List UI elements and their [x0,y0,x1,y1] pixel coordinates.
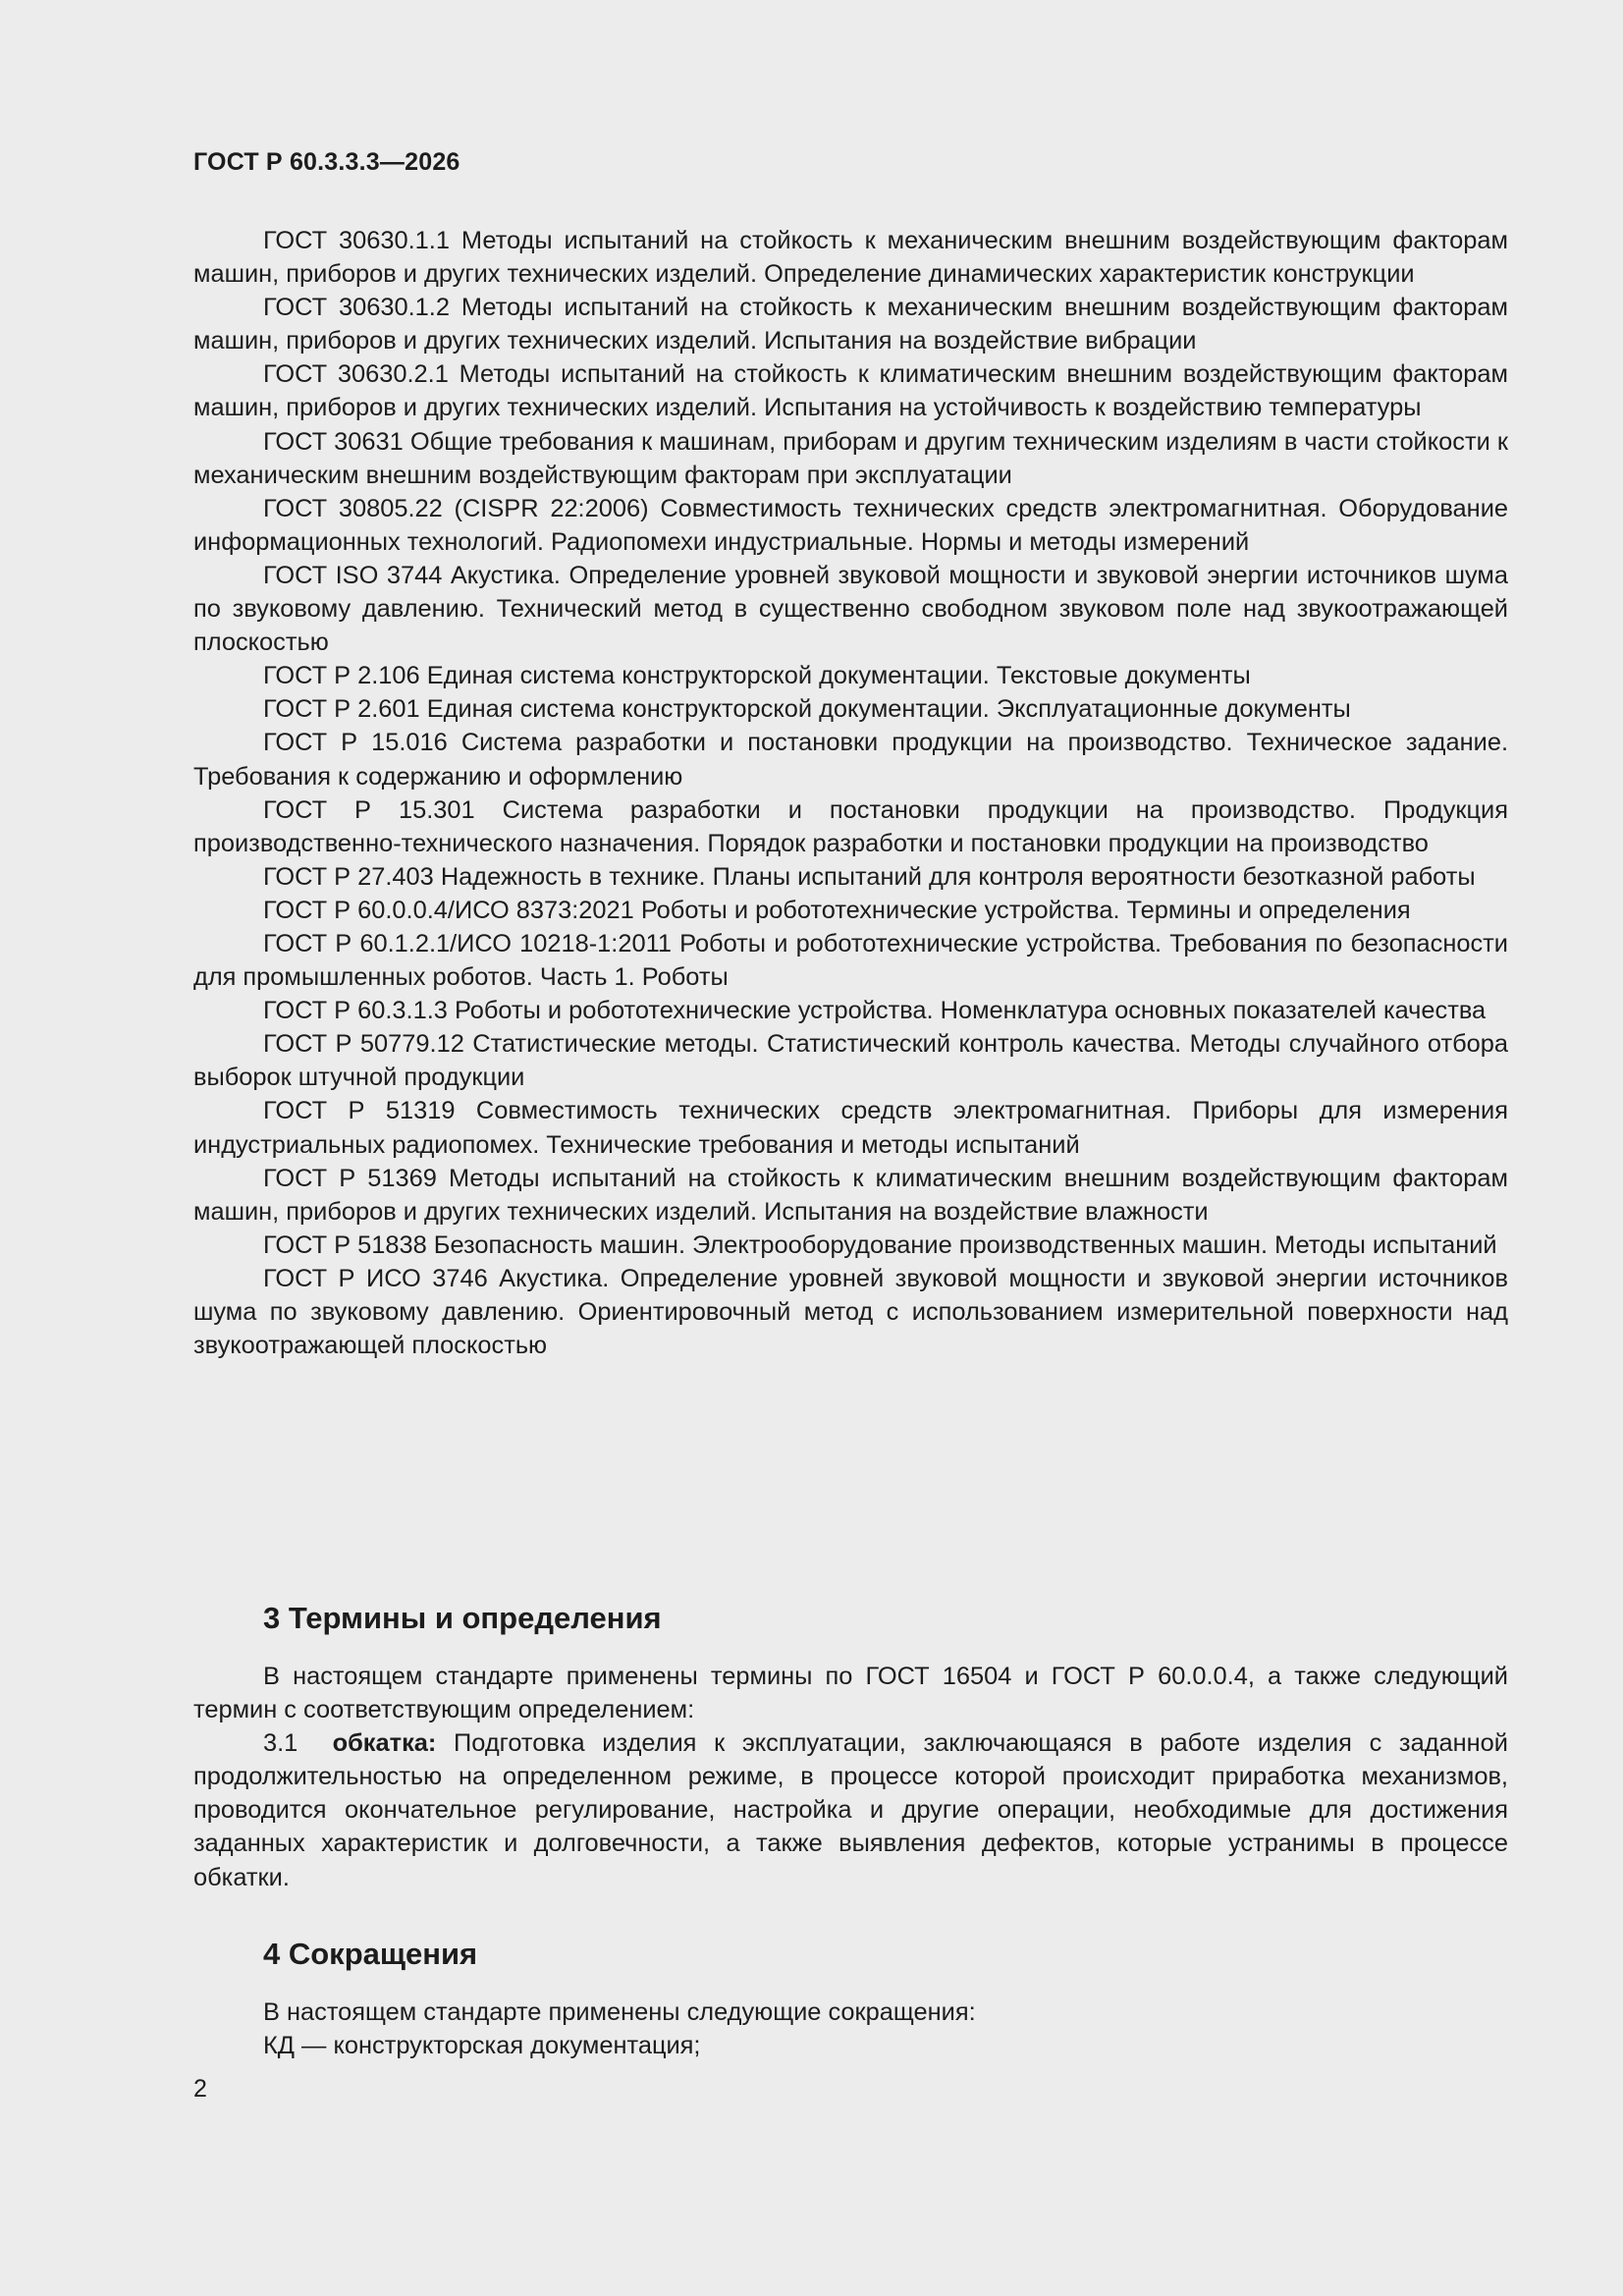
page-number: 2 [193,2075,207,2103]
section-4-intro: В настоящем стандарте применены следующие сокращения: [263,1998,976,2026]
reference-entry: ГОСТ ISO 3744 Акустика. Определение уровней звуковой мощности и звуковой энергии источников шума по звуковому давлению. Технический метод в существенно свободном звуковом поле над звукоотражающей плоскостью [193,561,1508,657]
term-name: обкатка: [332,1729,437,1758]
reference-entry: ГОСТ Р ИСО 3746 Акустика. Определение уровней звуковой мощности и звуковой энергии источников шума по звуковому давлению. Ориентировочный метод с использованием измерительной поверхности над звукоотражающей плоскостью [193,1264,1508,1360]
reference-entry: ГОСТ 30630.1.1 Методы испытаний на стойкость к механическим внешним воздействующим факторам машин, приборов и других технических изделий. Определение динамических характеристик конструкции [193,227,1508,289]
abbreviation-item: КД — конструкторская документация; [263,2032,701,2060]
section-4-heading: 4 Сокращения [263,1937,478,1971]
reference-entry: ГОСТ 30630.2.1 Методы испытаний на стойкость к климатическим внешним воздействующим факторам машин, приборов и других технических изделий. Испытания на устойчивость к воздействию температуры [193,360,1508,422]
normative-references-list [193,224,1508,1362]
reference-entry: ГОСТ 30630.1.2 Методы испытаний на стойкость к механическим внешним воздействующим факторам машин, приборов и других технических изделий. Испытания на воздействие вибрации [193,294,1508,355]
reference-entry: ГОСТ Р 51838 Безопасность машин. Электрооборудование производственных машин. Методы испытаний [263,1230,1497,1259]
reference-entry: ГОСТ Р 2.106 Единая система конструкторской документации. Текстовые документы [263,662,1251,690]
section-4-body [193,1995,1508,2062]
section-3-heading: 3 Термины и определения [263,1601,662,1635]
section-3-intro: В настоящем стандарте применены термины по ГОСТ 16504 и ГОСТ Р 60.0.0.4, а также следующий термин с соответствующим определением: [193,1663,1508,1724]
reference-entry: ГОСТ Р 15.301 Система разработки и постановки продукции на производство. Продукция производственно-технического назначения. Порядок разработки и постановки продукции на производство [193,795,1508,857]
definition-text: Подготовка изделия к эксплуатации, заключающаяся в работе изделия с заданной продолжительностью на определенном режиме, в процессе которой происходит приработка механизмов, проводится окончательное регулирование, настройка и другие операции, необходимые для достижения заданных характеристик и долговечности, а также выявления дефектов, которые устранимы в процессе обкатки. [193,1729,1508,1891]
definition-number: 3.1 [263,1729,298,1758]
term-definition [193,1726,1508,1893]
reference-entry: ГОСТ Р 51319 Совместимость технических средств электромагнитная. Приборы для измерения индустриальных радиопомех. Технические требования и методы испытаний [193,1097,1508,1159]
document-code-header: ГОСТ Р 60.3.3.3—2026 [193,148,460,176]
reference-entry: ГОСТ Р 51369 Методы испытаний на стойкость к климатическим внешним воздействующим факторам машин, приборов и других технических изделий. Испытания на воздействие влажности [193,1164,1508,1226]
reference-entry: ГОСТ Р 15.016 Система разработки и постановки продукции на производство. Техническое задание. Требования к содержанию и оформлению [193,729,1508,791]
reference-entry: ГОСТ Р 50779.12 Статистические методы. Статистический контроль качества. Методы случайного отбора выборок штучной продукции [193,1030,1508,1092]
reference-entry: ГОСТ Р 2.601 Единая система конструкторской документации. Эксплуатационные документы [263,695,1351,724]
reference-entry: ГОСТ 30631 Общие требования к машинам, приборам и другим техническим изделиям в части стойкости к механическим внешним воздействующим факторам при эксплуатации [193,427,1508,489]
reference-entry: ГОСТ Р 27.403 Надежность в технике. Планы испытаний для контроля вероятности безотказной работы [263,862,1476,891]
reference-entry: ГОСТ Р 60.3.1.3 Роботы и робототехнические устройства. Номенклатура основных показателей качества [263,997,1487,1025]
reference-entry: ГОСТ Р 60.0.0.4/ИСО 8373:2021 Роботы и робототехнические устройства. Термины и определения [263,896,1411,924]
reference-entry: ГОСТ Р 60.1.2.1/ИСО 10218-1:2011 Роботы и робототехнические устройства. Требования по безопасности для промышленных роботов. Часть 1. Роботы [193,929,1508,992]
section-3-body [193,1660,1508,1894]
reference-entry: ГОСТ 30805.22 (CISPR 22:2006) Совместимость технических средств электромагнитная. Оборудование информационных технологий. Радиопомехи индустриальные. Нормы и методы измерений [193,494,1508,556]
